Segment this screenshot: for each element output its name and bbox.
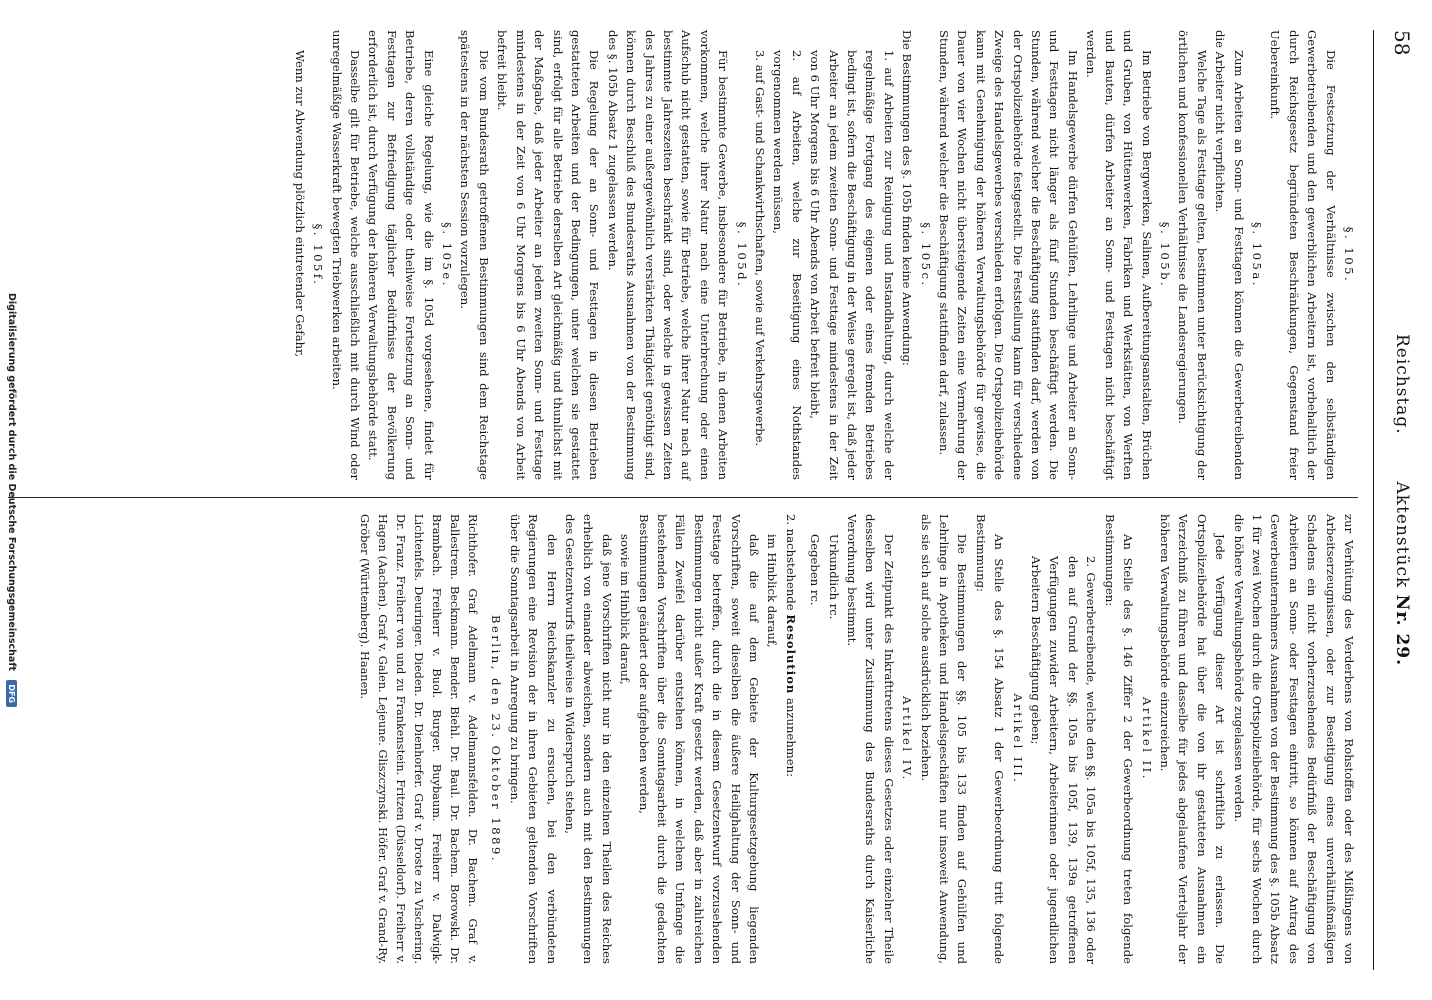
paragraph: Im Handelsgewerbe dürfen Gehülfen, Lehrlinge und Arbeiter an Sonn- und Festtagen nicht länger als fünf Stunden beschäftigt werden. Die Stunden, während welcher die Beschäftigung stattfinden darf, werden von der Ortspolizeibehörde festgestellt. Die Feststellung kann für verschiedene Zweige des Handelsgewerbes verschieden erfolgen. Die Ortspolizeibehörde kann mit Genehmigung der höheren Verwaltungsbehörde für gewisse, die Dauer von vier Wochen nicht übersteigende Zeiten eine Vermehrung der Stunden, während welcher die Beschäftigung stattfinden darf, zulassen. <box>937 30 1080 480</box>
paragraph: Die Regelung der an Sonn- und Festtagen in diesen Betrieben gestatteten Arbeiten und der Bedingungen, unter welchen sie gestattet sind, erfolgt für alle Betriebe derselben Art gleichmäßig und thunlichst mit der Maßgabe, daß jeder Arbeiter an jedem zweiten Sonn- und Festtage mindestens in der Zeit von 6 Uhr Morgens bis 6 Uhr Abends von Arbeit befreit bleibt. <box>495 30 602 480</box>
paragraph: Welche Tage als Festtage gelten, bestimmen unter Berücksichtigung der örtlichen und konfessionellen Verhältnisse die Landesregierungen. <box>1176 30 1209 480</box>
resolution-intro-suffix: anzunehmen: <box>783 698 798 778</box>
resolution-intro <box>781 514 799 964</box>
left-column <box>290 30 1358 480</box>
paragraph: Für bestimmte Gewerbe, insbesondere für Betriebe, in denen Arbeiten vorkommen, welche ihrer Natur nach eine Unterbrechung oder einen Aufschub nicht gestatten, sowie für Betriebe, welche ihrer Natur nach auf bestimmte Jahreszeiten beschränkt sind, oder welche in gewissen Zeiten des Jahres zu einer außergewöhnlich verstärkten Thätigkeit genöthigt sind, können durch Beschluß des Bundesraths Ausnahmen von der Bestimmung des §. 105b Absatz 1 zugelassen werden. <box>605 30 731 480</box>
paragraph: Der Zeitpunkt des Inkrafttretens dieses Gesetzes oder einzelner Theile desselben wird unter Zustimmung des Bundesraths durch Kaiserliche Verordnung bestimmt. <box>845 514 896 964</box>
dfg-logo: DFG <box>6 680 17 707</box>
resolution-word: Resolution <box>783 614 798 695</box>
paragraph: Jede Verfügung dieser Art ist schriftlich zu erlassen. Die Ortspolizeibehörde hat über die von ihr gestatteten Ausnahmen ein Verzeichniß zu führen und dasselbe für jedes abgelaufene Vierteljahr der höheren Verwaltungsbehörde einzureichen. <box>1157 514 1228 964</box>
date-line: Berlin, den 23. Oktober 1889. <box>489 614 504 864</box>
header-number: Nr. 29. <box>1392 594 1412 667</box>
running-title <box>1392 30 1412 970</box>
header-rule <box>1373 30 1374 970</box>
section-heading: §. 105a. <box>1249 222 1264 288</box>
signatories: Richthofer. Graf Adelmann v. Adelmannsfelden. Dr. Bachem. Graf v. Ballestrem. Beckmann. Bender. Biehl. Dr. Baul. Dr. Bachem. Borowski. Dr. Brambach. Freiherr v. Buol. Burger. Buybaum. Freiherr v. Dalwigk-Lichtenfels. Deuringer. Dieden. Dr. Dienhorfer. Graf v. Droste zu Vischering. Dr. Franz. Freiherr von und zu Frankenstein. Fritzen (Düsseldorf). Freiherr v. Hagen (Aachen). Graf v. Galen. Lejeune. Gliszczynski. Höfer. Graf v. Grand-Ry. Gröber (Württemberg). Haanen. <box>357 514 479 964</box>
paragraph: daß jene Vorschriften nicht nur in den einzelnen Theilen des Reiches erheblich von einander abweichen, sondern auch mit den Bestimmungen des Gesetzentwurfs theilweise in Widerspruch stehen, <box>562 514 614 964</box>
article-heading: Artikel II. <box>1139 697 1154 781</box>
right-column <box>355 514 1358 964</box>
paragraph: den Herrn Reichskanzler zu ersuchen, bei den verbündeten Regierungen eine Revision der in ihren Gebieten geltenden Vorschriften über die Sonntagsarbeit in Anregung zu bringen. <box>507 514 559 964</box>
digitization-credit <box>6 0 17 1000</box>
list-item: 1. auf Arbeiten zur Reinigung und Instandhaltung, durch welche der regelmäßige Fortgang des eigenen oder eines fremden Betriebes bedingt ist, sofern die Beschäftigung in der Weise geregelt ist, daß jeder Arbeiter an jedem zweiten Sonn- und Festtage mindestens in der Zeit von 6 Uhr Morgens bis 6 Uhr Abends von Arbeit befreit bleibt, <box>808 50 896 480</box>
article-heading: Artikel III. <box>1010 693 1025 785</box>
paragraph: Im Betriebe von Bergwerken, Salinen, Aufbereitungsanstalten, Brüchen und Gruben, von Hüttenwerken, Fabriken und Werkstätten, von Werften und Bauten, dürfen Arbeiter an Sonn- und Festtagen nicht beschäftigt werden. <box>1084 30 1154 480</box>
header-center-title: Aktenstück <box>1392 481 1412 589</box>
section-heading: §. 105b. <box>1157 221 1172 289</box>
paragraph: zur Verhütung des Verderbens von Rohstoffen oder des Mißlingens von Arbeitserzeugnissen, oder zur Beseitigung eines unverhältnißmäßigen Schadens ein nicht vorherzusehendes Bedürfniß der Beschäftigung von Arbeitern an Sonn- oder Festtagen eintritt, so können auf Antrag des Gewerbeunternehmers Ausnahmen von der Bestimmung des §. 105b Absatz 1 für zwei Wochen durch die Ortspolizeibehörde, für sechs Wochen durch die höhere Verwaltungsbehörde zugelassen werden. <box>1231 514 1356 964</box>
article-heading: Artikel IV. <box>900 696 915 782</box>
paragraph: An Stelle des §. 146 Ziffer 2 der Gewerbeordnung treten folgende Bestimmungen: <box>1102 514 1136 964</box>
column-divider <box>8 497 1358 498</box>
paragraph: sowie im Hinblick darauf, <box>618 534 633 685</box>
credit-text: Digitalisierung gefördert durch die Deutsche Forschungsgemeinschaft <box>6 293 17 671</box>
paragraph: Eine gleiche Regelung, wie die im §. 105d vorgesehene, findet für Betriebe, deren vollständige oder theilweise Fortsetzung an Sonn- und Festtagen zur Befriedigung täglicher Bedürfnisse der Bevölkerung erforderlich ist, durch Verfügung der höheren Verwaltungsbehörde statt. <box>366 30 436 480</box>
section-heading: §. 105e. <box>440 222 455 288</box>
paragraph: Zum Arbeiten an Sonn- und Festtagen können die Gewerbetreibenden die Arbeiter nicht verpflichten. <box>1213 30 1246 480</box>
paragraph: im Hinblick darauf, <box>765 534 780 648</box>
closing-line: Urkundlich rc. <box>826 534 841 620</box>
section-heading: §. 105c. <box>918 222 933 288</box>
page-header <box>1382 30 1418 970</box>
paragraph: Wenn zur Abwendung plötzlich eintretender Gefahr, <box>292 50 307 358</box>
paragraph: Die Festsetzung der Verhältnisse zwischen den selbständigen Gewerbetreibenden und den gewerblichen Arbeitern ist, vorbehaltlich der durch Reichsgesetz begründeten Beschränkungen, Gegenstand freier Uebereinkunft. <box>1268 30 1338 480</box>
paragraph: daß die auf dem Gebiete der Kulturgesetzgebung liegenden Vorschriften, soweit dieselben die äußere Heilighaltung der Sonn- und Festtage betreffen, durch die in diesem Gesetzentwurf vorzusehenden Bestimmungen nicht außer Kraft gesetzt werden, daß aber in zahlreichen Fällen Zweifel darüber entstehen können, in welchem Umfange die bestehenden Vorschriften über die Sonntagsarbeit durch die gedachten Bestimmungen geändert oder aufgehoben werden, <box>636 514 761 964</box>
section-heading: §. 105f. <box>311 223 326 287</box>
resolution-intro-prefix: 2. nachstehende <box>783 514 798 611</box>
paragraph: Die Bestimmungen des §. 105b finden keine Anwendung: <box>900 30 915 366</box>
section-heading: §. 105. <box>1342 226 1356 284</box>
paragraph: An Stelle des §. 154 Absatz 1 der Gewerbeordnung tritt folgende Bestimmung: <box>973 514 1007 964</box>
list-item: 2. Gewerbetreibende, welche den §§. 105a bis 105f, 135, 136 oder den auf Grund der §§. 105a bis 105f, 139, 139a getroffenen Verfügungen zuwider Arbeitern, Arbeiterinnen oder jugendlichen Arbeitern Beschäftigung geben; <box>1029 556 1099 964</box>
list-item: 3. auf Gast- und Schankwirthschaften, sowie auf Verkehrsgewerbe. <box>753 50 767 447</box>
section-heading: §. 105d. <box>734 221 749 289</box>
paragraph: Die vom Bundesrath getroffenen Bestimmungen sind dem Reichstage spätestens in der nächsten Session vorzulegen. <box>458 30 491 480</box>
header-left-title: Reichstag. <box>1392 333 1412 435</box>
page-number: 58 <box>1390 30 1414 56</box>
paragraph: Dasselbe gilt für Betriebe, welche ausschließlich mit durch Wind oder unregelmäßige Wasserkraft bewegten Triebwerken arbeiten. <box>329 30 363 480</box>
paragraph: Die Bestimmungen der §§. 105 bis 133 finden auf Gehülfen und Lehrlinge in Apotheken und Handelsgeschäften nur insoweit Anwendung, als sie sich auf solche ausdrücklich beziehen. <box>918 514 970 964</box>
list-item: 2. auf Arbeiten, welche zur Beseitigung eines Nothstandes vorgenommen werden müssen, <box>771 50 804 480</box>
closing-line: Gegeben rc. <box>808 534 823 606</box>
